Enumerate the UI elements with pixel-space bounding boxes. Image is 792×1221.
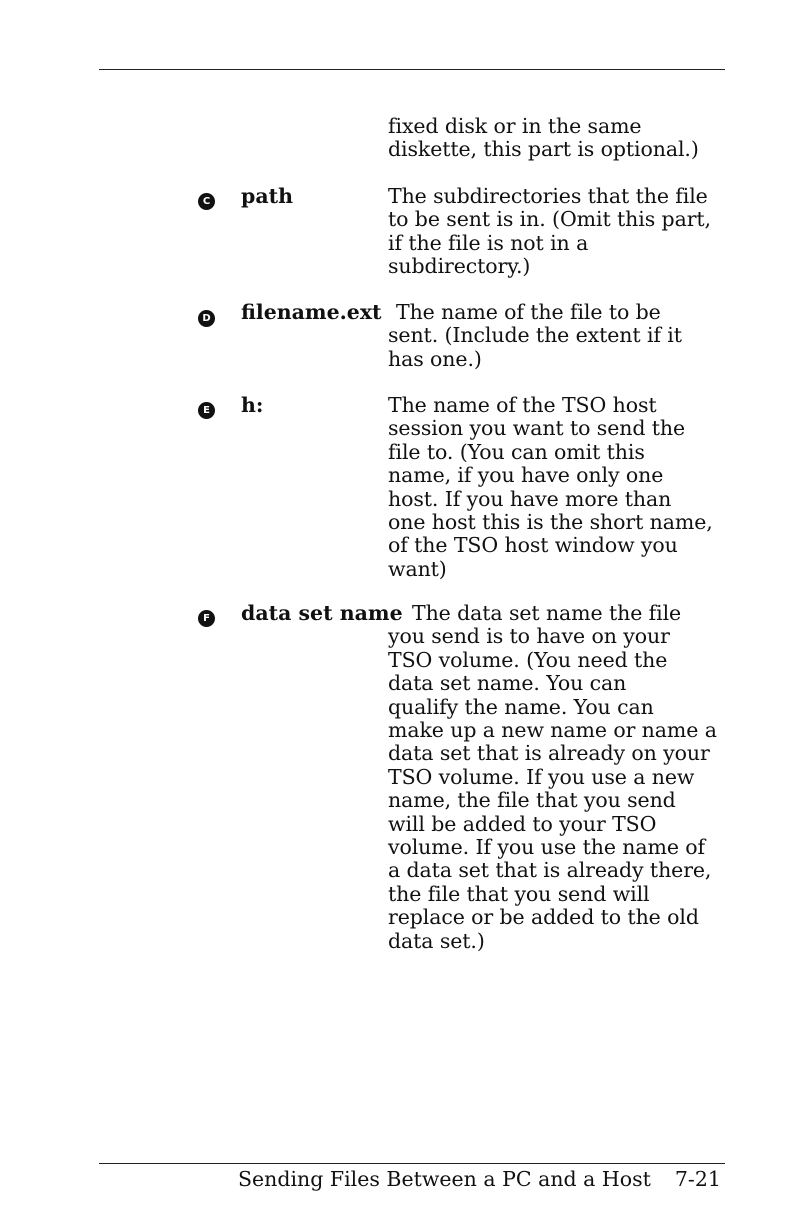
page-footer <box>238 1166 721 1192</box>
text-line: you send is to have on your <box>388 624 670 649</box>
text-line: The name of the file to be <box>396 300 661 324</box>
text-line: subdirectory.) <box>388 254 531 279</box>
definition-data-set-name <box>388 602 733 953</box>
text-line: will be added to your TSO <box>388 811 657 836</box>
marker-e-icon: E <box>198 402 215 419</box>
text-line: data set name. You can <box>388 671 627 696</box>
definition-path <box>388 185 733 279</box>
text-line: to be sent is in. (Omit this part, <box>388 207 711 232</box>
continuation-text <box>388 115 733 162</box>
text-line: data set.) <box>388 928 485 953</box>
term-path: path <box>241 184 293 208</box>
text-line: if the file is not in a <box>388 230 589 255</box>
text-line: sent. (Include the extent if it <box>388 323 682 348</box>
text-line: name, if you have only one <box>388 463 664 488</box>
text-line: diskette, this part is optional.) <box>388 137 699 162</box>
marker-d-icon: D <box>198 310 215 327</box>
page-number: 7-21 <box>674 1167 721 1191</box>
text-line: has one.) <box>388 346 482 371</box>
text-line: TSO volume. (You need the <box>388 647 668 672</box>
term-data-set-name: data set name <box>241 601 403 625</box>
definition-filename <box>388 301 733 371</box>
footer-rule <box>99 1163 725 1164</box>
text-line: session you want to send the <box>388 416 686 441</box>
text-line: one host this is the short name, <box>388 510 713 535</box>
text-line: data set that is already on your <box>388 741 710 766</box>
text-line: want) <box>388 556 447 581</box>
text-line: host. If you have more than <box>388 486 672 511</box>
text-line: volume. If you use the name of <box>388 835 706 860</box>
text-line: The subdirectories that the file <box>388 184 708 208</box>
text-line: The data set name the file <box>412 601 682 625</box>
header-rule <box>99 69 725 70</box>
term-filename: filename.ext <box>241 300 382 324</box>
text-line: fixed disk or in the same <box>388 114 642 138</box>
term-host: h: <box>241 393 264 417</box>
text-line: qualify the name. You can <box>388 694 654 719</box>
marker-c-icon: C <box>198 193 215 210</box>
text-line: file to. (You can omit this <box>388 439 645 464</box>
text-line: TSO volume. If you use a new <box>388 764 695 789</box>
text-line: a data set that is already there, <box>388 858 712 883</box>
footer-title: Sending Files Between a PC and a Host <box>238 1167 651 1191</box>
text-line: The name of the TSO host <box>388 393 657 417</box>
text-line: make up a new name or name a <box>388 718 717 743</box>
text-line: of the TSO host window you <box>388 533 678 558</box>
marker-f-icon: F <box>198 610 215 627</box>
definition-host <box>388 394 733 581</box>
text-line: the file that you send will <box>388 881 650 906</box>
text-line: name, the file that you send <box>388 788 676 813</box>
text-line: replace or be added to the old <box>388 905 699 930</box>
